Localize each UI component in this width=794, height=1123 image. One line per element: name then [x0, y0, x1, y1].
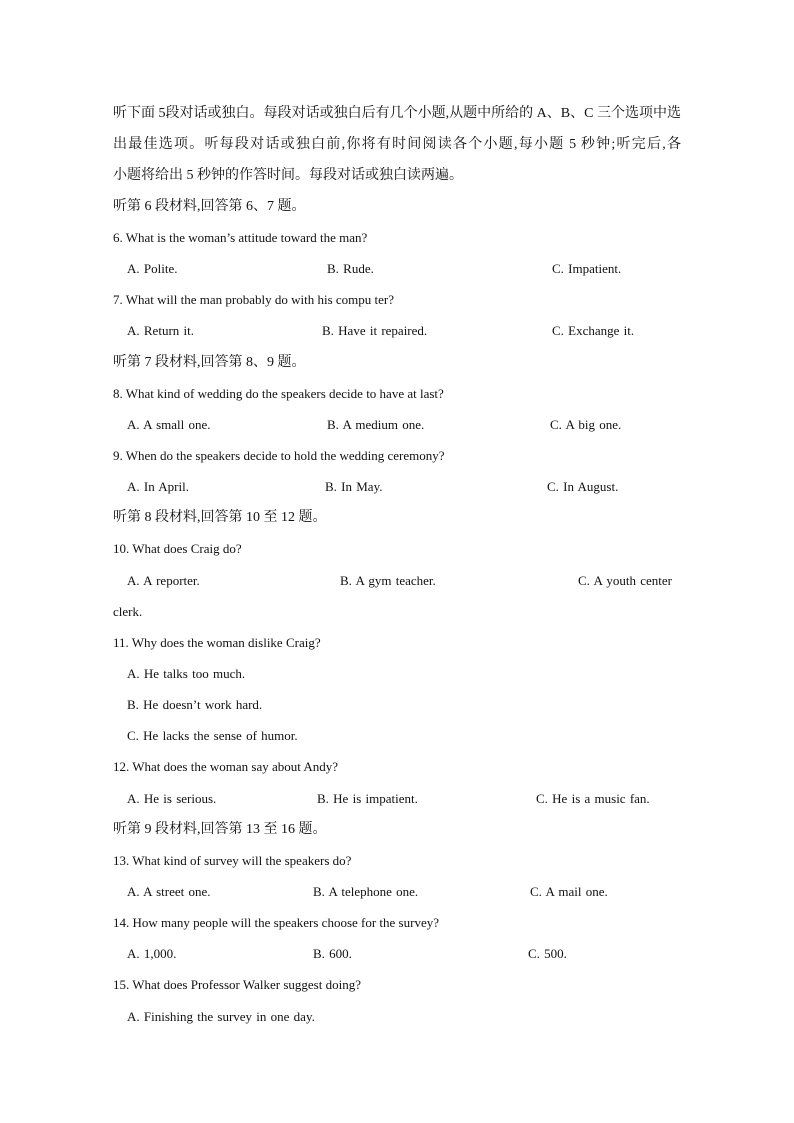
option-a: A. A reporter.	[127, 572, 200, 588]
question-7	[0, 284, 794, 315]
section-header-8	[0, 502, 794, 533]
question-11-option-b-row	[0, 689, 794, 720]
option-b: B. He doesn’t work hard.	[127, 697, 263, 713]
option-b: B. In May.	[325, 479, 383, 495]
option-c: C. In August.	[547, 479, 619, 495]
question-stem: 10. What does Craig do?	[113, 541, 242, 557]
option-a: A. A street one.	[127, 884, 211, 900]
instructions-line-3	[0, 160, 794, 191]
question-9-options	[0, 471, 794, 502]
section-header-text: 听第 7 段材料,回答第 8、9 题。	[113, 354, 306, 370]
section-header-text: 听第 6 段材料,回答第 6、7 题。	[113, 198, 306, 214]
option-a: A. Finishing the survey in one day.	[127, 1008, 315, 1024]
question-15-option-a-row	[0, 1001, 794, 1032]
option-c: C. A big one.	[550, 416, 622, 432]
question-8-options	[0, 409, 794, 440]
question-11-option-c-row	[0, 720, 794, 751]
option-c: C. 500.	[528, 946, 567, 962]
option-c: C. He lacks the sense of humor.	[127, 728, 298, 744]
option-b: B. Rude.	[327, 261, 374, 277]
question-7-options	[0, 315, 794, 346]
question-stem: 13. What kind of survey will the speakers do?	[113, 852, 352, 868]
option-c-continuation: clerk.	[113, 603, 143, 619]
question-10-options	[0, 565, 794, 596]
question-9	[0, 440, 794, 471]
instructions-text: 小题将给出 5 秒钟的作答时间。每段对话或独白读两遍。	[113, 167, 463, 183]
question-13	[0, 845, 794, 876]
instructions-line-2	[0, 129, 794, 160]
question-stem: 8. What kind of wedding do the speakers decide to have at last?	[113, 385, 444, 401]
option-b: B. A medium one.	[327, 416, 425, 432]
question-14	[0, 907, 794, 938]
section-header-6	[0, 191, 794, 222]
question-stem: 11. Why does the woman dislike Craig?	[113, 634, 321, 650]
instructions-line-1	[0, 98, 794, 129]
option-a: A. Return it.	[127, 323, 194, 339]
instructions-text: 听下面 5段对话或独白。每段对话或独白后有几个小题,从题中所给的 A、B、C 三个选项中选	[113, 105, 681, 121]
question-11-option-a-row	[0, 658, 794, 689]
question-12	[0, 751, 794, 782]
option-b: B. He is impatient.	[317, 790, 418, 806]
section-header-9	[0, 814, 794, 845]
option-c: C. He is a music fan.	[536, 790, 650, 806]
question-8	[0, 378, 794, 409]
option-c: C. A mail one.	[530, 884, 608, 900]
question-stem: 7. What will the man probably do with his compu ter?	[113, 292, 395, 308]
question-11	[0, 627, 794, 658]
question-stem: 6. What is the woman’s attitude toward the man?	[113, 230, 368, 246]
question-stem: 14. How many people will the speakers choose for the survey?	[113, 915, 439, 931]
page-content	[0, 98, 794, 1032]
option-a: A. 1,000.	[127, 946, 177, 962]
question-15	[0, 969, 794, 1000]
option-c: C. Exchange it.	[552, 323, 635, 339]
option-c: C. A youth center	[578, 572, 672, 588]
option-c: C. Impatient.	[552, 261, 622, 277]
section-header-7	[0, 347, 794, 378]
option-b: B. Have it repaired.	[322, 323, 428, 339]
question-6	[0, 222, 794, 253]
question-14-options	[0, 938, 794, 969]
option-a: A. He talks too much.	[127, 666, 246, 682]
option-b: B. 600.	[313, 946, 352, 962]
question-stem: 12. What does the woman say about Andy?	[113, 759, 339, 775]
option-b: B. A gym teacher.	[340, 572, 436, 588]
question-stem: 9. When do the speakers decide to hold the wedding ceremony?	[113, 448, 445, 464]
option-a: A. In April.	[127, 479, 189, 495]
section-header-text: 听第 9 段材料,回答第 13 至 16 题。	[113, 821, 327, 837]
option-a: A. Polite.	[127, 261, 178, 277]
instructions-text: 出最佳选项。听每段对话或独白前,你将有时间阅读各个小题,每小题 5 秒钟;听完后,各	[113, 136, 681, 152]
question-10	[0, 533, 794, 564]
question-12-options	[0, 783, 794, 814]
question-stem: 15. What does Professor Walker suggest doing?	[113, 977, 361, 993]
option-a: A. A small one.	[127, 416, 211, 432]
option-a: A. He is serious.	[127, 790, 217, 806]
option-b: B. A telephone one.	[313, 884, 419, 900]
question-6-options	[0, 253, 794, 284]
question-10-option-c-continued	[0, 596, 794, 627]
question-13-options	[0, 876, 794, 907]
section-header-text: 听第 8 段材料,回答第 10 至 12 题。	[113, 510, 327, 526]
